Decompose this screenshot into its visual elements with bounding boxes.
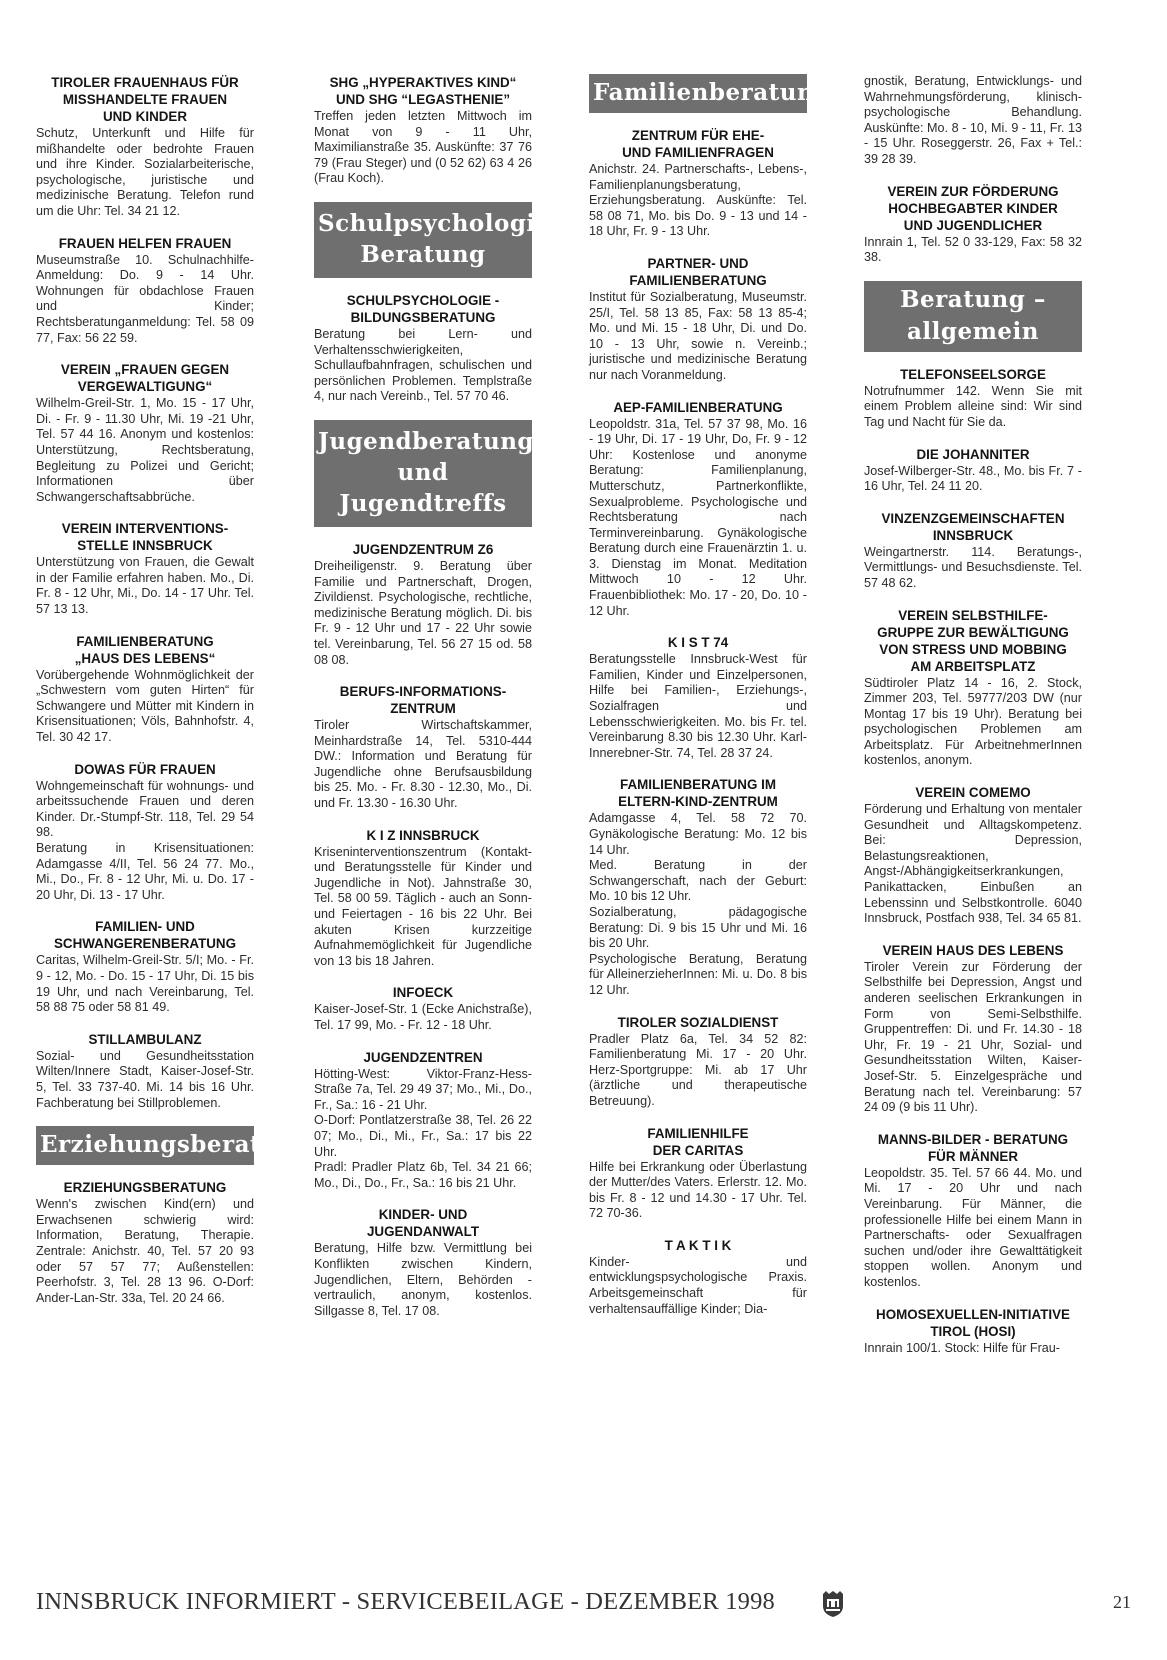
entry-text: Kaiser-Josef-Str. 1 (Ecke Anichstraße), Tel. 17 99, Mo. - Fr. 12 - 18 Uhr. xyxy=(314,1002,532,1032)
entry xyxy=(314,984,532,1033)
entry-heading: STILLAMBULANZ xyxy=(88,1031,202,1047)
entry-text: Dreiheiligenstr. 9. Beratung über Familie und Partnerschaft, Drogen, Zivildienst. Psychologische, rechtliche, medizinische Beratung möglich. Di. bis Fr. 9 - 12 Uhr und 17 - 22 Uhr sowie tel. Vereinbarung, Tel. 56 27 15 od. 58 08 08. xyxy=(314,558,532,667)
banner-line: Beratung xyxy=(360,240,486,268)
entry-text: Anichstr. 24. Partnerschafts-, Lebens-, Familienplanungsberatung, Erziehungsberatung. Auskünfte: Tel. 58 08 71, Mo. bis Do. 9 - 13 und 14 - 18 Uhr, Fr. 9 - 13 Uhr. xyxy=(589,162,807,239)
entry-heading: MANNS-BILDER - BERATUNG FÜR MÄNNER xyxy=(877,1131,1069,1164)
entry-text: Beratung, Hilfe bzw. Vermittlung bei Konflikten zwischen Kindern, Jugendlichen, Eltern, Behörden - vertraulich, anonym, kostenlos. Sillgasse 8, Tel. 17 08. xyxy=(314,1241,532,1318)
entry-heading: DOWAS FÜR FRAUEN xyxy=(74,761,216,777)
entry xyxy=(864,1131,1082,1291)
entry-heading: FRAUEN HELFEN FRAUEN xyxy=(58,235,232,251)
entry-text: Wenn's zwischen Kind(ern) und Erwachsenen schwierig wird: Information, Beratung, Therapie. Zentrale: Anichstr. 40, Tel. 57 20 93 oder 57 57 77; Außenstellen: Peerhofstr. 3, Tel. 28 13 96. O-Dorf: Ander-Lan-Str. 33a, Tel. 20 24 66. xyxy=(36,1197,254,1305)
entry xyxy=(589,776,807,998)
entry-heading: INFOECK xyxy=(392,985,454,1001)
banner-line: Schulpsychologische xyxy=(318,209,596,237)
entry-text: Pradler Platz 6a, Tel. 34 52 82: Familienberatung Mi. 17 - 20 Uhr. Herz-Sportgruppe: Mi. ab 17 Uhr (ärztliche und therapeutische Betreuung). xyxy=(589,1031,807,1108)
section-banner-jugendberatung xyxy=(314,420,535,527)
entry xyxy=(36,74,254,220)
entry-heading: AEP-FAMILIENBERATUNG xyxy=(613,399,783,415)
entry-text: Südtiroler Platz 14 - 16, 2. Stock, Zimmer 203, Tel. 59777/203 DW (nur Montag 17 bis 19 Uhr). Beratung bei psychologischen Problemen am Arbeitsplatz. Für ArbeitnehmerInnen kostenlos, anonym. xyxy=(864,675,1082,768)
entry-heading: ERZIEHUNGSBERATUNG xyxy=(63,1180,227,1196)
page-footer xyxy=(36,1588,1131,1628)
entry-heading: T A K T I K xyxy=(664,1237,732,1253)
section-banner-beratung-allgemein: Beratung – allgemein xyxy=(864,281,1082,352)
entry xyxy=(589,255,807,384)
entry xyxy=(864,510,1082,592)
page-number: 21 xyxy=(1113,1592,1131,1612)
city-crest-icon-graphic xyxy=(820,1590,846,1618)
column-2 xyxy=(314,74,596,1334)
entry-heading: FAMILIENHILFE DER CARITAS xyxy=(647,1125,749,1158)
entry-heading: VEREIN „FRAUEN GEGEN VERGEWALTIGUNG“ xyxy=(60,362,230,395)
entry-text: Adamgasse 4, Tel. 58 72 70. Gynäkologische Beratung: Mo. 12 bis 14 Uhr. Med. Beratung in der Schwangerschaft, nach der Geburt: Mo. 10 bis 12 Uhr. Sozialberatung, pädagogische Beratung: Di. 9 bis 15 Uhr und Mi. 16 bis 20 Uhr. Psychologische Beratung, Beratung für AlleinerzieherInnen: Mi. u. Do. 8 bis 12 Uhr. xyxy=(589,811,807,997)
entry xyxy=(314,541,532,668)
entry xyxy=(36,1031,254,1111)
entry-heading: VEREIN INTERVENTIONS- STELLE INNSBRUCK xyxy=(61,521,229,554)
entry xyxy=(864,942,1082,1116)
entry-heading: HOMOSEXUELLEN-INITIATIVE TIROL (HOSI) xyxy=(876,1306,1070,1339)
entry xyxy=(864,366,1082,431)
entry-heading: SHG „HYPERAKTIVES KIND“ UND SHG “LEGASTHENIE” xyxy=(329,75,517,107)
entry-heading: FAMILIEN- UND SCHWANGERENBERATUNG xyxy=(53,919,236,952)
entry-heading: JUGENDZENTRUM Z6 xyxy=(352,541,494,557)
entry xyxy=(864,446,1082,495)
entry-text: Innrain 100/1. Stock: Hilfe für Frau- xyxy=(864,1340,1060,1355)
entry-text: Notrufnummer 142. Wenn Sie mit einem Problem alleine sind: Wir sind Tag und Nacht für Sie da. xyxy=(864,383,1082,429)
entry-heading: K I S T 74 xyxy=(667,635,729,651)
entry xyxy=(36,361,254,505)
entry-text: Treffen jeden letzten Mittwoch im Monat von 9 - 11 Uhr, Maximilianstraße 35. Auskünfte: 37 76 79 (Frau Steger) und (0 52 62) 63 4 26 (Frau Koch). xyxy=(314,109,532,186)
entry xyxy=(864,74,1082,168)
entry xyxy=(314,1049,532,1192)
entry-heading: DIE JOHANNITER xyxy=(916,446,1030,462)
entry-text: Beratungsstelle Innsbruck-West für Familien, Kinder und Einzelpersonen, Hilfe bei Familien-, Erziehungs-, Sozialfragen und Lebensschwierigkeiten. Mo. bis Fr. tel. Vereinbarung 8.30 bis 12.30 Uhr. Karl-Innerebner-Str. 74, Tel. 28 37 24. xyxy=(589,652,807,760)
entry-text: Unterstützung von Frauen, die Gewalt in der Familie erfahren haben. Mo., Di. Fr. 8 - 12 Uhr, Mi., Do. 14 - 17 Uhr. Tel. 57 13 13. xyxy=(36,555,254,617)
entry xyxy=(589,1014,807,1110)
entry xyxy=(36,520,254,617)
entry-text: Leopoldstr. 31a, Tel. 57 37 98, Mo. 16 - 19 Uhr, Di. 17 - 19 Uhr, Do, Fr. 9 - 12 Uhr: Kostenlose und anonyme Beratung: Familienplanung, Mutterschutz, Partnerkonflikte, Sexualprobleme. Psychologische und Rechtsberatung nach Terminvereinbarung. Gynäkologische Beratung durch eine Frauenärztin 1. u. 3. Dienstag im Monat. Meditation Mittwoch 10 - 12 Uhr. Frauenbibliothek: Mo. 17 - 20, Do. 10 - 12 Uhr. xyxy=(589,416,807,618)
entry xyxy=(36,633,254,746)
entry xyxy=(314,292,532,405)
entry xyxy=(589,1125,807,1222)
entry xyxy=(864,1306,1082,1357)
entry xyxy=(314,1206,532,1319)
entry-text: Caritas, Wilhelm-Greil-Str. 5/I; Mo. - Fr. 9 - 12, Mo. - Do. 15 - 17 Uhr, Di. 15 bis 19 Uhr, und nach Vereinbarung, Tel. 58 88 75 oder 58 81 49. xyxy=(36,953,254,1015)
entry xyxy=(864,183,1082,266)
entry-text: Schutz, Unterkunft und Hilfe für mißhandelte oder bedrohte Frauen und ihre Kinder. Sozialarbeiterische, psychologische, juristische und medizinische Beratung. Telefon rund um die Uhr: Tel. 34 21 12. xyxy=(36,126,254,218)
banner-line: und Jugendtreffs xyxy=(339,458,507,517)
column-3 xyxy=(589,74,831,1332)
entry-text: Tiroler Verein zur Förderung der Selbsthilfe bei Depression, Angst und anderen seelischen Erkrankungen in Form von Semi-Selbsthilfe. Gruppentreffen: Di. und Fr. 14.30 - 18 Uhr, Fr. 19 - 21 Uhr, Sozial- und Gesundheitsstation Wilten, Kaiser-Josef-Str. 5. Einzelgespräche und Beratung nach tel. Vereinbarung: 57 24 09 (9 bis 11 Uhr). xyxy=(864,959,1082,1115)
entry-heading: ZENTRUM FÜR EHE- UND FAMILIENFRAGEN xyxy=(622,128,774,160)
entry-text: Tiroler Wirtschaftskammer, Meinhardstraße 14, Tel. 5310-444 DW.: Information und Beratung für Jugendliche ohne Berufsausbildung bis 25. Mo. - Fr. 8.30 - 12.30, Mo., Di. und Fr. 13.30 - 16.30 Uhr. xyxy=(314,718,532,811)
entry xyxy=(314,74,532,187)
entry-heading: K I Z INNSBRUCK xyxy=(366,827,480,843)
entry-text: Wilhelm-Greil-Str. 1, Mo. 15 - 17 Uhr, Di. - Fr. 9 - 11.30 Uhr, Mi. 19 -21 Uhr, Tel. 57 44 16. Anonym und kostenlos: Unterstützung, Rechtsberatung, Begleitung zu Polizei und Gericht; Informationen über Schwangerschaftsabbrüche. xyxy=(36,396,254,504)
column-1 xyxy=(36,74,313,1321)
entry-heading: SCHULPSYCHOLOGIE - BILDUNGSBERATUNG xyxy=(346,292,500,325)
banner-line: Jugendberatung xyxy=(318,427,535,455)
entry xyxy=(314,683,532,812)
entry-heading: FAMILIENBERATUNG „HAUS DES LEBENS“ xyxy=(74,633,216,666)
entry-heading: TIROLER FRAUENHAUS FÜR MISSHANDELTE FRAUEN UND KINDER xyxy=(51,75,239,124)
entry-heading: BERUFS-INFORMATIONS- ZENTRUM xyxy=(339,684,507,717)
entry xyxy=(36,761,254,904)
city-crest-icon xyxy=(820,1590,846,1618)
entry-text: Wohngemeinschaft für wohnungs- und arbeitssuchende Frauen und deren Kinder. Dr.-Stumpf-Str. 118, Tel. 29 54 98. Beratung in Krisensituationen: Adamgasse 4/II, Tel. 56 24 77. Mo., Mi., Do., Fr. 8 - 12 Uhr, Mi. u. Do. 17 - 20 Uhr, Di. 13 - 17 Uhr. xyxy=(36,778,254,902)
entry-text: Institut für Sozialberatung, Museumstr. 25/I, Tel. 58 13 85, Fax: 58 13 85-4; Mo. und Mi. 15 - 18 Uhr, Di. und Do. 10 - 13 Uhr, sowie n. Vereinb.; juristische und medizinische Beratung nur nach Voranmeldung. xyxy=(589,289,807,382)
footer-title: INNSBRUCK INFORMIERT - SERVICEBEILAGE - DEZEMBER 1998 xyxy=(36,1588,775,1615)
entry-heading: FAMILIENBERATUNG IM ELTERN-KIND-ZENTRUM xyxy=(618,777,778,810)
entry-heading: VEREIN HAUS DES LEBENS xyxy=(882,942,1064,958)
entry-text: Kinder- und entwicklungspsychologische Praxis. Arbeitsgemeinschaft für verhaltensauffällige Kinder; Dia- xyxy=(589,1254,807,1316)
entry-text: Museumstraße 10. Schulnachhilfe-Anmeldung: Do. 9 - 14 Uhr. Wohnungen für obdachlose Frauen und Kinder; Rechtsberatunganmeldung: Tel. 58 09 77, Fax: 56 22 59. xyxy=(36,252,254,345)
entry xyxy=(36,918,254,1015)
section-banner-erziehungsberatung: Erziehungsberatung xyxy=(36,1126,254,1165)
entry xyxy=(864,784,1082,927)
column-4 xyxy=(864,74,1082,1371)
entry-text: Beratung bei Lern- und Verhaltensschwierigkeiten, Schullaufbahnfragen, schulischen und persönlichen Problemen. Templstraße 4, nur nach Vereinb., Tel. 57 70 46. xyxy=(314,326,532,404)
entry xyxy=(36,1179,254,1306)
entry xyxy=(589,1237,807,1317)
section-banner-schulpsychologische-beratung xyxy=(314,202,596,278)
entry xyxy=(864,607,1082,770)
entry-text: Kriseninterventionszentrum (Kontakt- und Beratungsstelle für Kinder und Jugendliche in Not). Jahnstraße 30, Tel. 58 00 59. Täglich - auch an Sonn- und Feiertagen - 16 bis 22 Uhr. Bei akuten Krisen kurzzeitige Aufnahmemöglichkeit für Jugendliche von 13 bis 18 Jahren. xyxy=(314,844,532,968)
entry-text: Innrain 1, Tel. 52 0 33-129, Fax: 58 32 38. xyxy=(864,234,1082,265)
entry-text: Förderung und Erhaltung von mentaler Gesundheit und Alltagskompetenz. Bei: Depression, Belastungsreaktionen, Angst-/Abhängigkeitserkrankungen, Panikattacken, Einbußen an Lebenssinn und Selbstkontrolle. 6040 Innsbruck, Postfach 938, Tel. 34 65 81. xyxy=(864,802,1082,926)
entry-heading: JUGENDZENTREN xyxy=(363,1049,483,1065)
entry xyxy=(589,399,807,620)
section-banner-familienberatung: Familienberatung xyxy=(589,74,807,113)
entry xyxy=(36,235,254,347)
entry-text: Josef-Wilberger-Str. 48., Mo. bis Fr. 7 - 16 Uhr, Tel. 24 11 20. xyxy=(864,463,1082,494)
entry-text: Hilfe bei Erkrankung oder Überlastung der Mutter/des Vaters. Erlerstr. 12. Mo. bis Fr. 8 - 12 und 14.30 - 17 Uhr. Tel. 72 70-36. xyxy=(589,1159,807,1221)
entry-heading: TIROLER SOZIALDIENST xyxy=(617,1014,779,1030)
entry-heading: PARTNER- UND FAMILIENBERATUNG xyxy=(629,255,767,288)
entry-text: Sozial- und Gesundheitsstation Wilten/Innere Stadt, Kaiser-Josef-Str. 5, Tel. 33 737-40. Mi. 14 bis 16 Uhr. Fachberatung bei Stillproblemen. xyxy=(36,1048,254,1110)
entry xyxy=(589,127,807,240)
entry xyxy=(314,827,532,970)
entry-text: gnostik, Beratung, Entwicklungs- und Wahrnehmungsförderung, klinisch-psychologische Behandlung. Auskünfte: Mo. 8 - 10, Mi. 9 - 11, Fr. 13 - 15 Uhr. Roseggerstr. 26, Fax + Tel.: 39 28 39. xyxy=(864,74,1082,166)
entry-text: Leopoldstr. 35. Tel. 57 66 44. Mo. und Mi. 17 - 20 Uhr und nach Vereinbarung. Für Männer, die professionelle Hilfe bei einem Mann in Partnerschafts- oder Sexualfragen suchen und/oder ihre Gewalttätigkeit stoppen wollen. Anonym und kostenlos. xyxy=(864,1165,1082,1289)
entry-heading: VEREIN ZUR FÖRDERUNG HOCHBEGABTER KINDER UND JUGENDLICHER xyxy=(887,183,1059,233)
entry-heading: VEREIN SELBSTHILFE- GRUPPE ZUR BEWÄLTIGUNG VON STRESS UND MOBBING AM ARBEITSPLATZ xyxy=(877,607,1069,674)
entry-heading: KINDER- UND JUGENDANWALT xyxy=(366,1207,480,1240)
entry-heading: TELEFONSEELSORGE xyxy=(900,366,1046,382)
entry-text: Hötting-West: Viktor-Franz-Hess-Straße 7a, Tel. 29 49 37; Mo., Mi., Do., Fr., Sa.: 16 - 21 Uhr. O-Dorf: Pontlatzerstraße 38, Tel. 26 22 07; Mo., Di., Mi., Fr., Sa.: 17 bis 22 Uhr. Pradl: Pradler Platz 6b, Tel. 34 21 66; Mo., Di., Do., Fr., Sa.: 16 bis 21 Uhr. xyxy=(314,1066,532,1190)
entry-text: Weingartnerstr. 114. Beratungs-, Vermittlungs- und Besuchsdienste. Tel. 57 48 62. xyxy=(864,544,1082,590)
entry-text: Vorübergehende Wohnmöglichkeit der „Schwestern vom guten Hirten“ für Schwangere und Mütter mit Kindern in Krisensituationen; Völs, Bahnhofstr. 4, Tel. 30 42 17. xyxy=(36,667,254,745)
entry xyxy=(589,634,807,761)
entry-heading: VINZENZGEMEINSCHAFTEN INNSBRUCK xyxy=(881,510,1065,543)
entry-heading: VEREIN COMEMO xyxy=(915,785,1031,801)
